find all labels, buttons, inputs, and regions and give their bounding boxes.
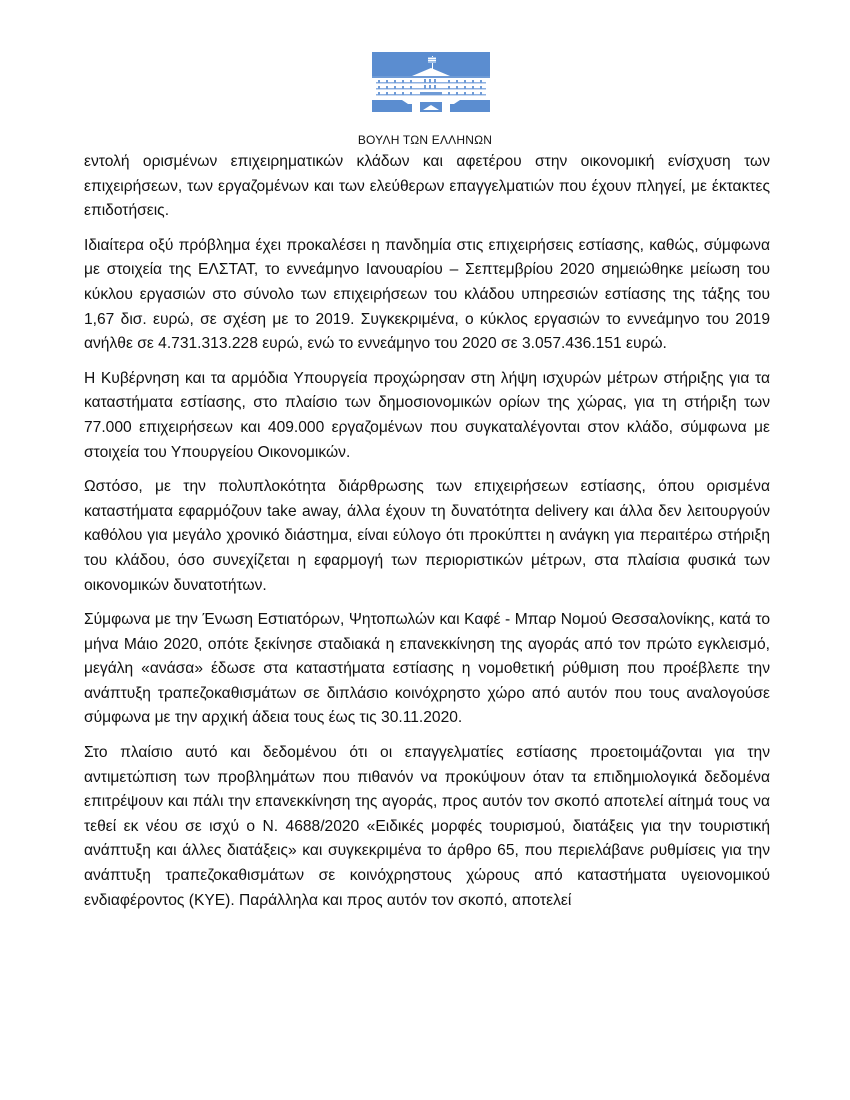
paragraph-continuation: εντολή ορισμένων επιχειρηματικών κλάδων και αφετέρου στην οικονομική ενίσχυση των επιχειρήσεων, των εργαζομένων και των ελεύθερων επαγγελματιών που έχουν πληγεί, με έκτακτες επιδοτήσεις. (84, 153, 770, 220)
paragraph-government-measures: Η Κυβέρνηση και τα αρμόδια Υπουργεία προχώρησαν στη λήψη ισχυρών μέτρων στήριξης για τα καταστήματα εστίασης, στο πλαίσιο των δημοσιονομικών ορίων της χώρας, για τη στήριξη των 77.000 επιχειρήσεων και 409.000 εργαζομένων που συγκαταλέγονται στον κλάδο, σύμφωνα με στοιχεία του Υπουργείου Οικονομικών. (84, 369, 770, 461)
paragraph-thessaloniki-union: Σύμφωνα με την Ένωση Εστιατόρων, Ψητοπωλών και Καφέ - Μπαρ Νομού Θεσσαλονίκης, κατά το μήνα Μάιο 2020, οπότε ξεκίνησε σταδιακά η επανεκκίνηση της αγοράς από τον πρώτο εγκλεισμό, μεγάλη «ανάσα» έδωσε στα καταστήματα εστίασης η νομοθετική ρύθμιση που προέβλεπε την ανάπτυξη τραπεζοκαθισμάτων σε διπλάσιο κοινόχρηστο χώρο από αυτόν που τους αναλογούσε σύμφωνα με την αρχική άδεια τους έως τις 30.11.2020. (84, 611, 770, 727)
paragraph-further-support: Ωστόσο, με την πολυπλοκότητα διάρθρωσης των επιχειρήσεων εστίασης, όπου ορισμένα καταστήματα εφαρμόζουν take away, άλλα έχουν τη δυνατότητα delivery και άλλα δεν λειτουργούν καθόλου για μεγάλο χρονικό διάστημα, είναι εύλογο ότι προκύπτει η ανάγκη για περαιτέρω στήριξη του κλάδου, όσο συνεχίζεται η εφαρμογή των περιοριστικών μέτρων, στα πλαίσια φυσικά των οικονομικών δυνατοτήτων. (84, 478, 770, 594)
parliament-building-logo-icon (372, 52, 490, 112)
paragraph-law-request: Στο πλαίσιο αυτό και δεδομένου ότι οι επαγγελματίες εστίασης προετοιμάζονται για την αντιμετώπιση των προβλημάτων που πιθανόν να προκύψουν όταν τα επιδημιολογικά δεδομένα επιτρέψουν και πάλι την επανεκκίνηση της αγοράς, προς αυτόν τον σκοπό αποτελεί αίτημά τους να τεθεί εκ νέου σε ισχύ ο Ν. 4688/2020 «Ειδικές μορφές τουρισμού, διατάξεις για την τουριστική ανάπτυξη και άλλες διατάξεις» και συγκεκριμένα το άρθρο 65, που περιελάβανε ρυθμίσεις για την ανάπτυξη τραπεζοκαθισμάτων σε κοινόχρηστους χώρους από καταστήματα υγειονομικού ενδιαφέροντος (ΚΥΕ). Παράλληλα και προς αυτόν τον σκοπό, αποτελεί (84, 744, 770, 909)
document-body (84, 150, 770, 923)
paragraph-elstat-data: Ιδιαίτερα οξύ πρόβλημα έχει προκαλέσει η πανδημία στις επιχειρήσεις εστίασης, καθώς, σύμφωνα με στοιχεία της ΕΛΣΤΑΤ, το εννεάμηνο Ιανουαρίου – Σεπτεμβρίου 2020 σημειώθηκε μείωση του κύκλου εργασιών στο σύνολο των επιχειρήσεων του κλάδου υπηρεσιών εστίασης της τάξης του 1,67 δισ. ευρώ, σε σχέση με το 2019. Συγκεκριμένα, ο κύκλος εργασιών το εννεάμηνο του 2019 ανήλθε σε 4.731.313.228 ευρώ, ενώ το εννεάμηνο του 2020 σε 3.057.436.151 ευρώ. (84, 236, 770, 353)
organization-name: ΒΟΥΛΗ ΤΩΝ ΕΛΛΗΝΩΝ (357, 133, 493, 147)
